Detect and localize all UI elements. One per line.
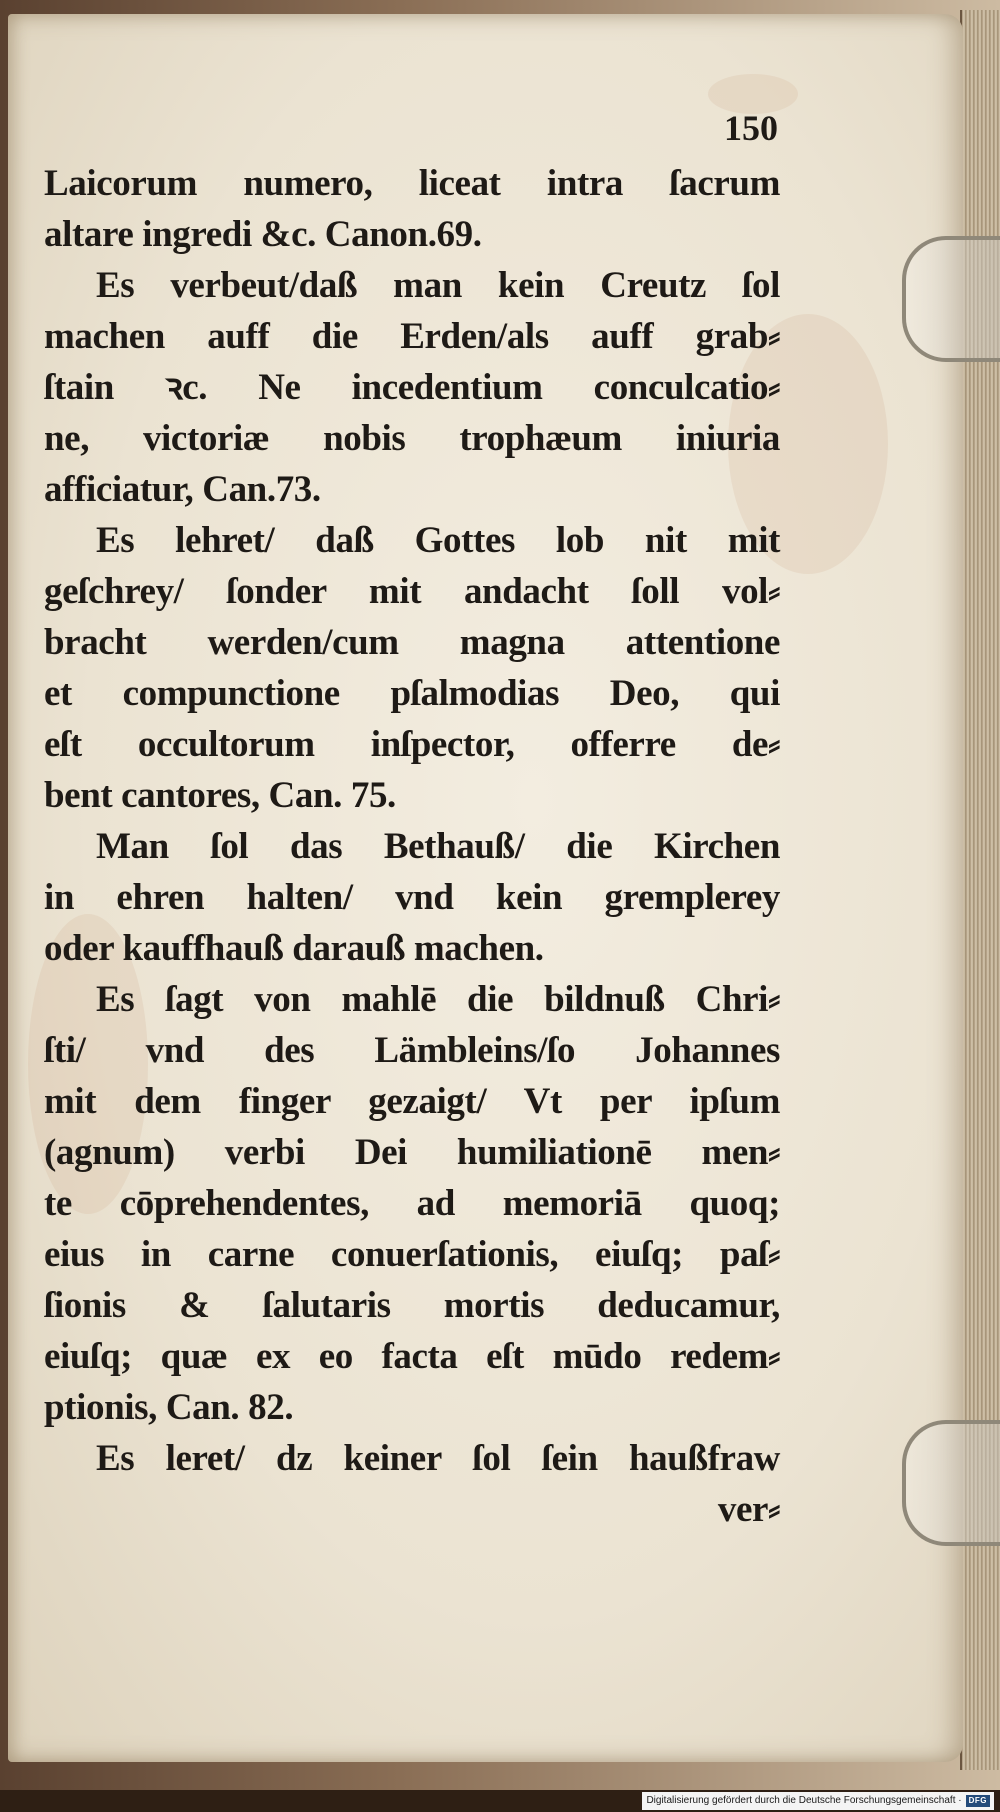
text-line: (agnum) verbi Dei humiliationē men⸗ [44,1132,780,1173]
text-line: eſt occultorum inſpector, offerre de⸗ [44,724,780,765]
catchword: ver⸗ [717,1489,780,1530]
page-clip-bottom [902,1420,1000,1546]
text-line: bent cantores, Can. 75. [44,775,396,816]
text-line: mit dem finger gezaigt/ Vt per ipſum [44,1081,780,1122]
page-clip-top [902,236,1000,362]
text-line: geſchrey/ ſonder mit andacht ſoll vol⸗ [44,571,780,612]
text-line: ptionis, Can. 82. [44,1387,294,1428]
dfg-logo: DFG [966,1795,990,1807]
text-line: te cōprehendentes, ad memoriā quoq; [44,1183,780,1224]
text-line: Laicorum numero, liceat intra ſacrum [44,163,780,204]
text-line: Es leret/ dz keiner ſol ſein haußfraw [96,1438,780,1479]
text-line: ſti/ vnd des Lämbleins/ſo Johannes [44,1030,780,1071]
text-line: in ehren halten/ vnd kein gremplerey [44,877,780,918]
text-line: eius in carne conuerſationis, eiuſq; paſ⸗ [44,1234,780,1275]
text-block [44,106,780,1535]
text-line: bracht werden/cum magna attentione [44,622,780,663]
text-line: machen auff die Erden/als auff grab⸗ [44,316,780,357]
text-lines [44,158,780,1484]
text-line: Es verbeut/daß man kein Creutz ſol [96,265,780,306]
text-line: oder kauffhauß darauß machen. [44,928,544,969]
text-line: Es lehret/ daß Gottes lob nit mit [96,520,780,561]
footer-credit: Digitalisierung gefördert durch die Deutsche Forschungsgemeinschaft · [646,1795,962,1806]
text-line: afficiatur, Can.73. [44,469,321,510]
text-line: altare ingredi &c. Canon.69. [44,214,482,255]
digitization-footer [642,1792,994,1810]
text-line: ſionis & ſalutaris mortis deducamur, [44,1285,780,1326]
text-line: ne, victoriæ nobis trophæum iniuria [44,418,780,459]
page-number: 150 [724,108,778,148]
text-line: Man ſol das Bethauß/ die Kirchen [96,826,780,867]
text-line: eiuſq; quæ ex eo facta eſt mūdo redem⸗ [44,1336,780,1377]
book-page [8,14,963,1762]
text-line: Es ſagt von mahlē die bildnuß Chri⸗ [96,979,780,1020]
text-line: ſtain ꝛc. Ne incedentium conculcatio⸗ [44,367,780,408]
text-line: et compunctione pſalmodias Deo, qui [44,673,780,714]
